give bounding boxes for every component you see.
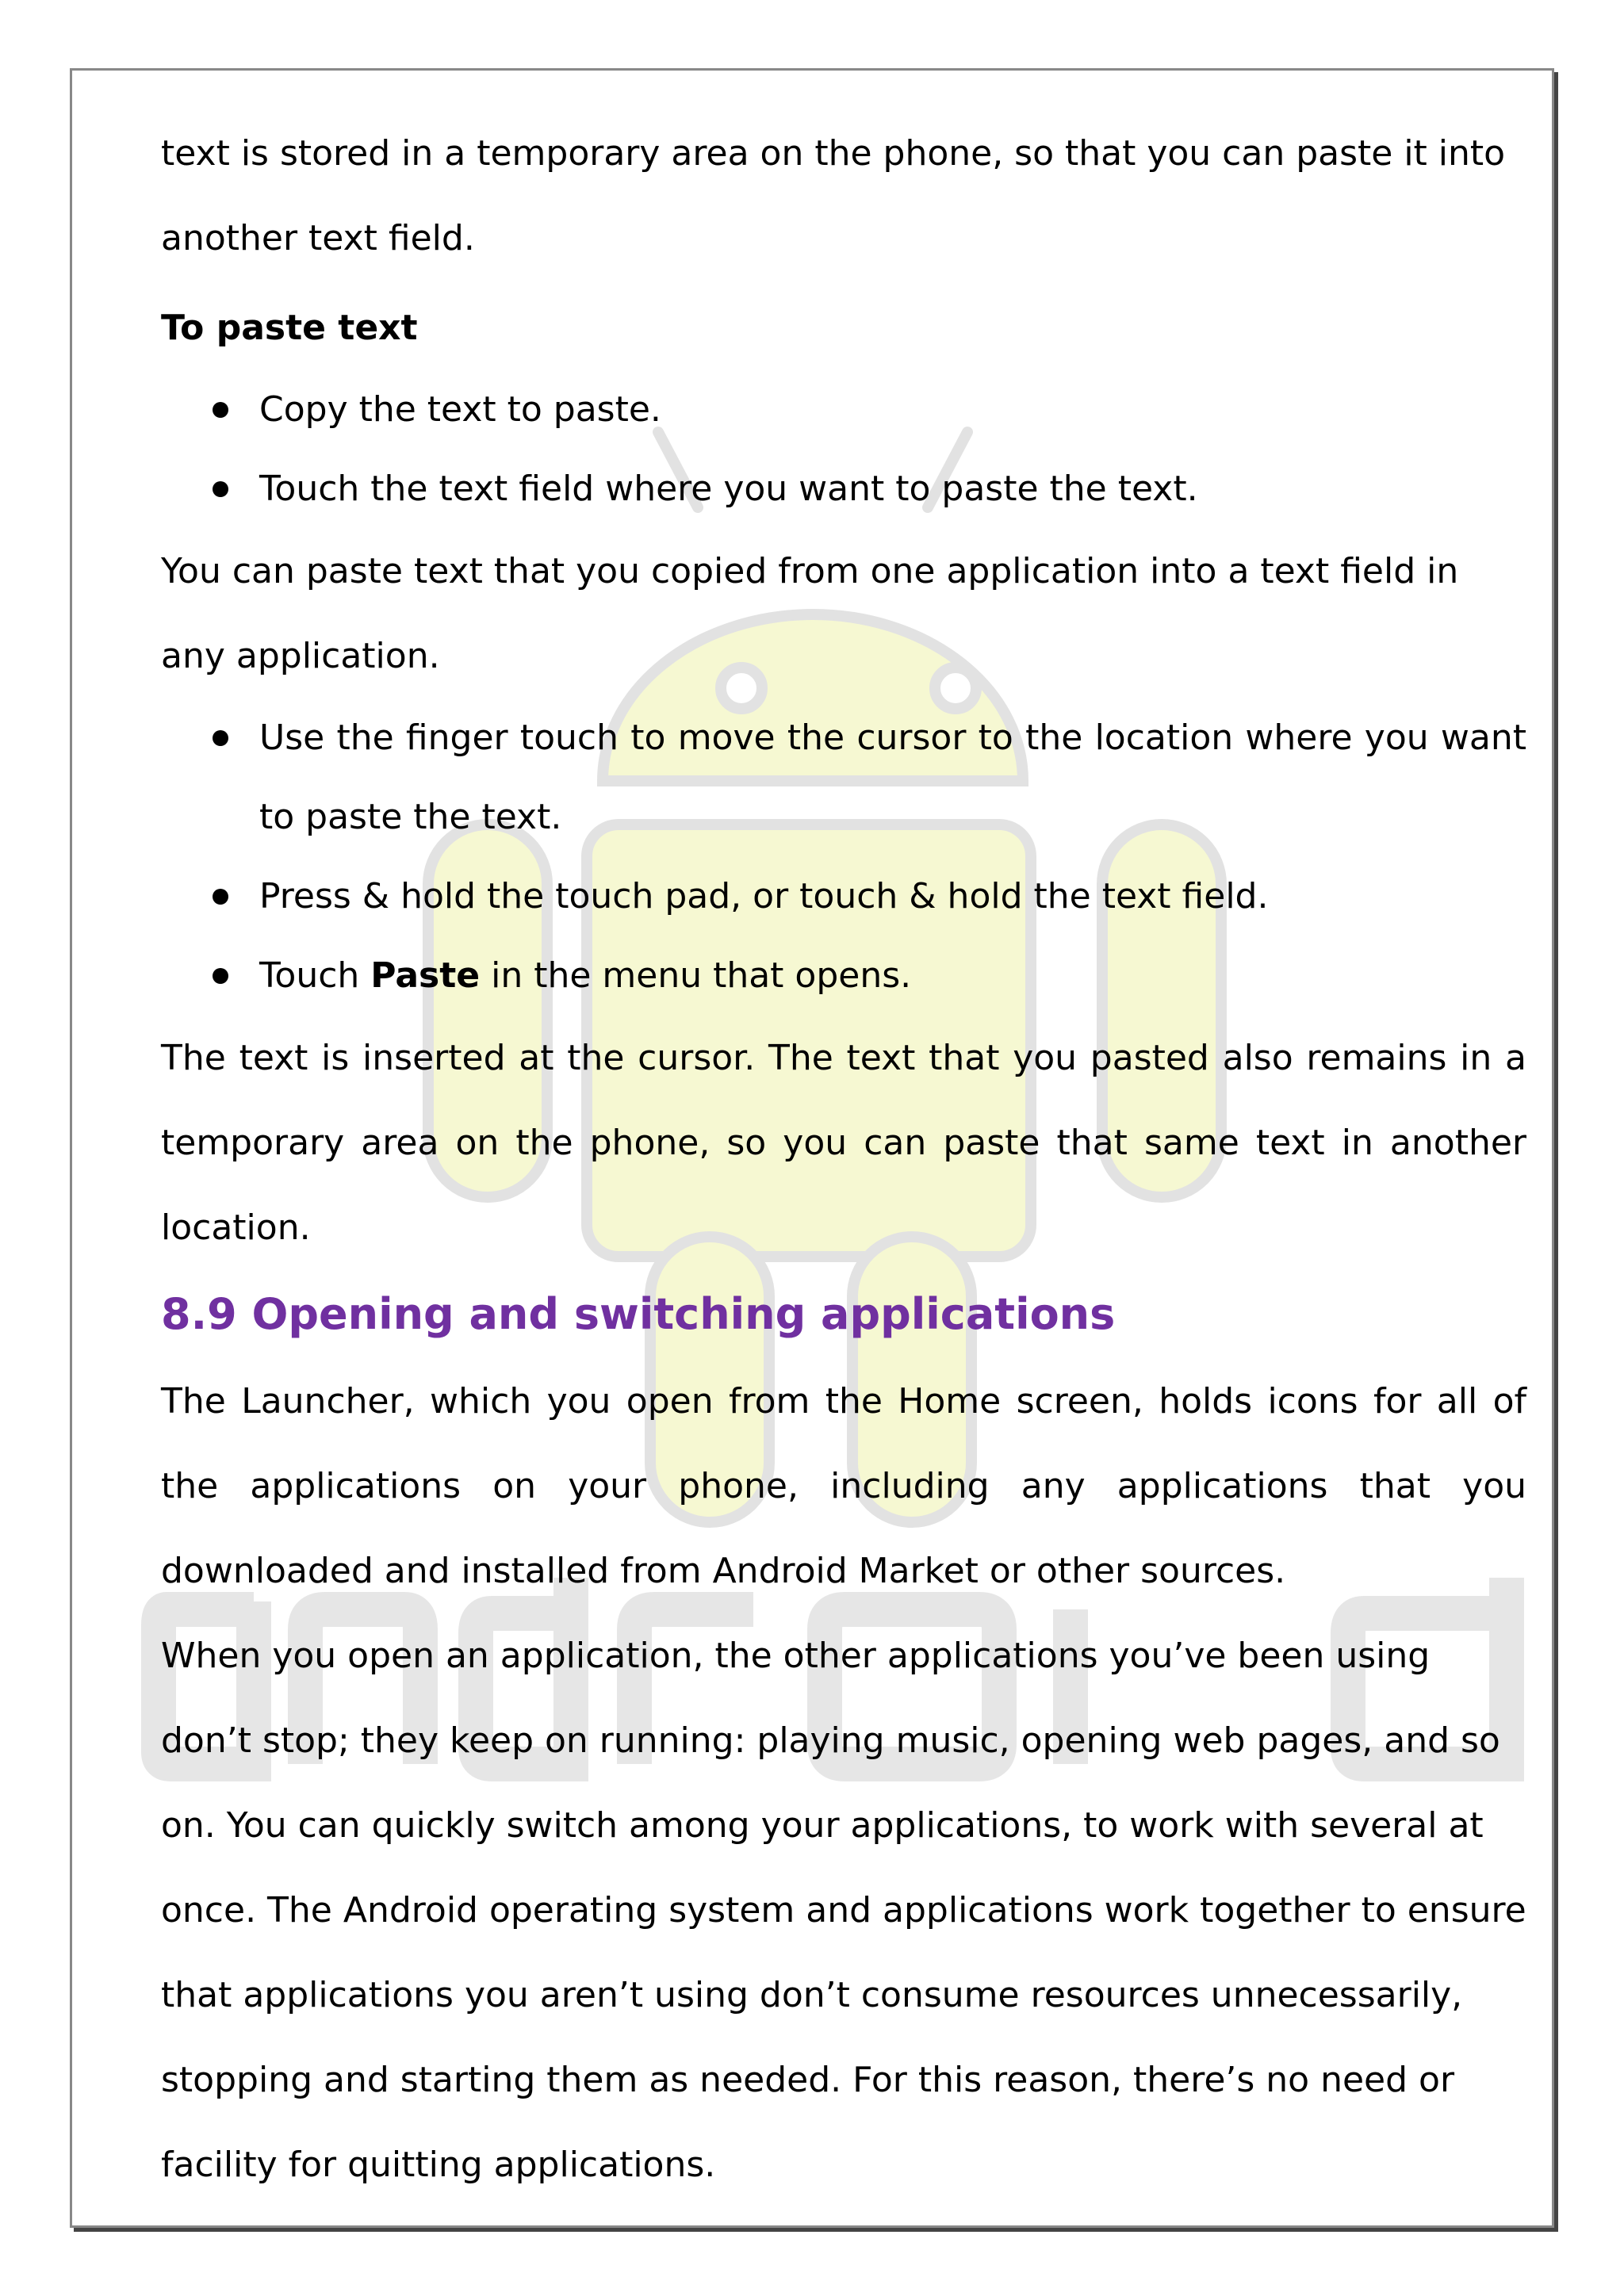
paste-steps-list bbox=[161, 370, 1526, 529]
list-item-text: Copy the text to paste. bbox=[259, 389, 661, 430]
bullet-icon bbox=[213, 730, 228, 746]
intro-paragraph: text is stored in a temporary area on the phone, so that you can paste it into another text field. bbox=[161, 133, 1506, 258]
list-item bbox=[161, 936, 1526, 1016]
paste-text-subheading: To paste text bbox=[161, 308, 418, 348]
list-item-text-suffix: in the menu that opens. bbox=[480, 955, 912, 996]
section-heading: 8.9 Opening and switching applications bbox=[161, 1289, 1116, 1339]
document-body bbox=[161, 111, 1526, 2207]
list-item bbox=[161, 450, 1526, 529]
launcher-paragraph: The Launcher, which you open from the Home screen, holds icons for all of the applications on your phone, including any applications that you downloaded and installed from Android Market or other sources. bbox=[161, 1381, 1526, 1591]
paste-menu-term: Paste bbox=[370, 955, 481, 996]
switching-paragraph: When you open an application, the other applications you’ve been using don’t stop; they keep on running: playing music, opening web pages, and so on. You can quickly switch among your applications, to work with several at once. The Android operating system and applications work together to ensure that applications you aren’t using don’t consume resources unnecessarily, stopping and starting them as needed. For this reason, there’s no need or facility for quitting applications. bbox=[161, 1636, 1526, 2185]
list-item-text-prefix: Touch bbox=[259, 955, 371, 996]
list-item bbox=[161, 857, 1526, 936]
paste-procedure-list bbox=[161, 698, 1526, 1016]
list-item-text: Use the finger touch to move the cursor to the location where you want to paste the text. bbox=[259, 718, 1526, 837]
list-item bbox=[161, 370, 1526, 450]
bullet-icon bbox=[213, 968, 228, 984]
list-item bbox=[161, 698, 1526, 857]
any-application-paragraph: You can paste text that you copied from one application into a text field in any application. bbox=[161, 551, 1459, 676]
list-item-text: Touch the text field where you want to paste the text. bbox=[259, 469, 1198, 509]
bullet-icon bbox=[213, 889, 228, 905]
text-inserted-paragraph: The text is inserted at the cursor. The text that you pasted also remains in a temporary area on the phone, so you can paste that same text in another location. bbox=[161, 1038, 1526, 1248]
bullet-icon bbox=[213, 481, 228, 497]
bullet-icon bbox=[213, 402, 228, 418]
list-item-text: Press & hold the touch pad, or touch & hold the text field. bbox=[259, 876, 1269, 916]
